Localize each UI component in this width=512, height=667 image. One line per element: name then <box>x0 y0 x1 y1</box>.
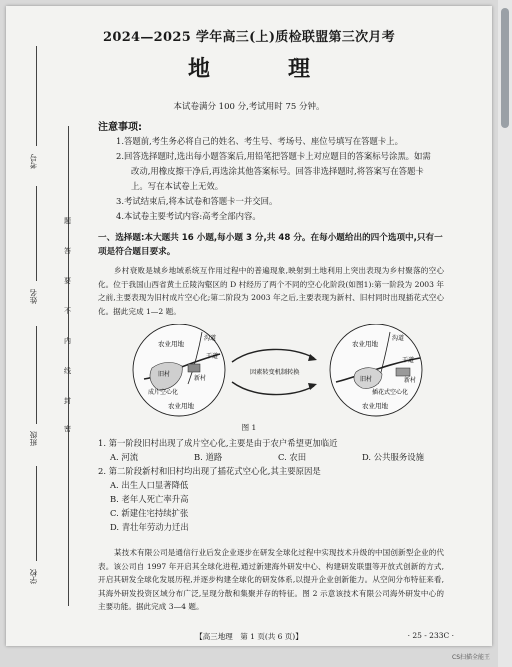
right-road-label: 干道 <box>402 357 415 364</box>
question-2-option-c[interactable]: C. 新建住宅持续扩张 <box>110 508 189 518</box>
page-footer: 【高三地理 第 1 页(共 6 页)】 <box>195 632 303 641</box>
school-label: 学校 <box>29 569 38 584</box>
right-farmland-bottom: 农业用地 <box>362 402 388 410</box>
question-1-option-a[interactable]: A. 河流 <box>110 452 139 462</box>
center-arrow-top <box>232 349 314 362</box>
question-1-option-c[interactable]: C. 农田 <box>278 452 307 462</box>
figure-1 <box>124 324 434 424</box>
notice-item: 2.回答选择题时,选出每小题答案后,用铅笔把答题卡上对应题目的答案标号涂黑。如需改动,用橡皮擦干净后,再选涂其他答案标号。回答非选择题时,将答案写在答题卡上。写在本试卷上无效。 <box>116 151 431 191</box>
seal-char: 封 <box>64 397 71 405</box>
right-gully-label: 沟道 <box>392 335 405 342</box>
exam-page <box>6 6 492 646</box>
passage-1: 乡村衰败是城乡地域系统互作用过程中的普遍现象,映射到土地利用上突出表现为乡村聚落的空心化。位于我国山西省黄土丘陵沟壑区的 D 村经历了两个不同的空心化阶段(如图1):第一阶段为 2003 年之前,主要表现为旧村成片空心化;第二阶段为 2003 年之后,主要表现为新村、旧村同时出现插花式空心化。据此完成 1—2 题。 <box>98 266 444 316</box>
left-new-village <box>188 364 200 372</box>
left-gully-label: 沟道 <box>204 335 217 342</box>
left-farmland-bottom: 农业用地 <box>168 402 194 410</box>
exam-no-label: 考号 <box>29 154 38 169</box>
seal-char: 内 <box>64 337 71 345</box>
right-new-village <box>396 368 410 376</box>
left-new-village-label: 新村 <box>194 375 207 382</box>
left-farmland-top: 农业用地 <box>158 340 184 348</box>
notice-item: 3.考试结束后,将本试卷和答题卡一并交回。 <box>116 196 278 206</box>
question-2-options <box>110 478 189 534</box>
class-label: 班级 <box>29 431 38 446</box>
scanner-watermark: CS扫描全能王 <box>452 654 490 661</box>
left-hollow-label: 成片空心化 <box>148 389 179 396</box>
paper-code: · 25 - 233C · <box>407 631 454 640</box>
question-1-option-d[interactable]: D. 公共服务设施 <box>362 452 424 462</box>
question-2-option-a[interactable]: A. 出生人口显著降低 <box>110 480 189 490</box>
question-2-option-d[interactable]: D. 青壮年劳动力迁出 <box>110 522 189 532</box>
name-label: 姓名 <box>29 289 38 304</box>
passage-2: 某技术有限公司是通信行业后发企业逐步在研发全球化过程中实现技术升级的中国创新型企业的代表。该公司自 1997 年开启其全球化进程,通过新建海外研发中心、构建研发联盟等开放式创新的方式,开启其研发全球化发展历程,并逐步构建全球化的研发体系,以提升企业创新能力。从空间分布特征来看,其海外研发投资区域分布广泛,呈现分散和集聚并存的特征。图 2 示意该技术有限公司海外研发中心的主要功能。据此完成 3—4 题。 <box>98 548 444 612</box>
notice-heading: 注意事项: <box>98 122 142 133</box>
center-label: 因素转变机制转换 <box>250 369 300 376</box>
left-old-village-label: 旧村 <box>158 371 171 378</box>
question-1-options <box>110 450 424 464</box>
seal-char: 线 <box>64 367 71 375</box>
vertical-scrollbar[interactable] <box>498 0 512 667</box>
question-2-option-b[interactable]: B. 老年人死亡率升高 <box>110 494 189 504</box>
question-2-stem: 2. 第二阶段新村和旧村均出现了插花式空心化,其主要原因是 <box>98 466 321 476</box>
seal-char: 题 <box>64 217 71 225</box>
seal-char: 不 <box>64 307 71 315</box>
notice-item: 1.答题前,考生务必将自己的姓名、考生号、考场号、座位号填写在答题卡上。 <box>116 136 404 146</box>
figure-1-caption: 图 1 <box>241 423 257 432</box>
section-heading: 一、选择题:本大题共 16 小题,每小题 3 分,共 48 分。在每小题给出的四个选项中,只有一项是符合题目要求。 <box>98 233 443 257</box>
seal-char: 要 <box>64 277 71 285</box>
notice-list <box>116 134 434 224</box>
subject-title: 地 理 <box>187 56 338 82</box>
class-line <box>36 326 37 424</box>
question-1-option-b[interactable]: B. 道路 <box>194 452 223 462</box>
right-farmland-top: 农业用地 <box>352 340 378 348</box>
scrollbar-thumb[interactable] <box>501 8 509 128</box>
notice-item: 4.本试卷主要考试内容:高考全部内容。 <box>116 211 261 221</box>
question-1-stem: 1. 第一阶段旧村出现了成片空心化,主要是由于农户希望更加临近 <box>98 438 338 448</box>
right-old-village-label: 旧村 <box>360 376 373 383</box>
seal-char: 密 <box>64 425 71 433</box>
name-line <box>36 186 37 281</box>
exam-meta: 本试卷满分 100 分,考试用时 75 分钟。 <box>173 102 325 112</box>
right-new-village-label: 新村 <box>404 377 417 384</box>
left-road-label: 干道 <box>206 353 219 360</box>
school-line <box>36 466 37 561</box>
seal-char: 答 <box>64 247 71 255</box>
exam-title: 2024—2025 学年高三(上)质检联盟第三次月考 <box>103 30 395 45</box>
center-arrow-bottom <box>232 382 314 395</box>
right-hollow-label: 插花式空心化 <box>372 389 409 396</box>
